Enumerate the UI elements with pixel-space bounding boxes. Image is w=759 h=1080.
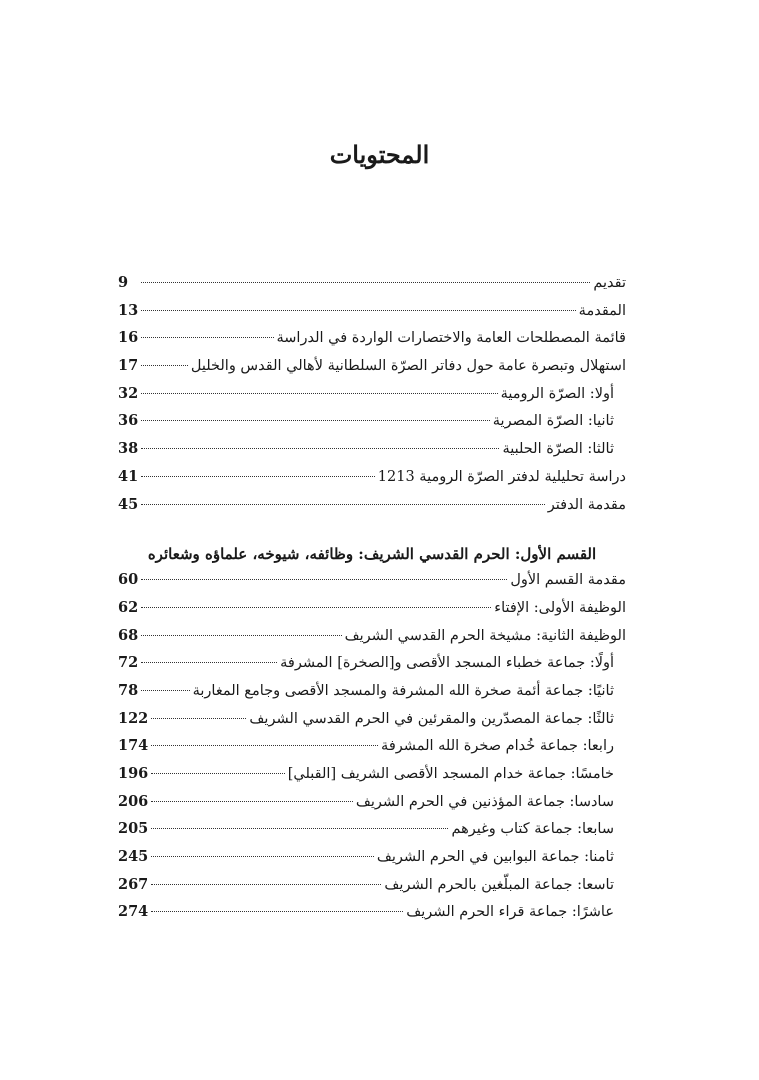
toc-entry bbox=[118, 571, 626, 599]
toc-entry-page-number: 68 bbox=[118, 626, 139, 644]
dot-leader bbox=[141, 310, 575, 311]
toc-entry-page-number: 9 bbox=[118, 274, 129, 291]
toc-entry bbox=[118, 302, 626, 330]
dot-leader bbox=[151, 856, 374, 857]
toc-entry-label: أولًا: جماعة خطباء المسجد الأقصى و[الصخرة] المشرفة bbox=[280, 655, 614, 672]
toc-entry-page-number: 274 bbox=[118, 903, 149, 921]
toc-entry-page-number: 62 bbox=[118, 598, 139, 616]
dot-leader bbox=[151, 718, 246, 719]
toc-entry bbox=[118, 599, 626, 627]
dot-leader bbox=[141, 393, 497, 394]
dot-leader bbox=[141, 579, 507, 580]
dot-leader bbox=[141, 420, 490, 421]
toc-entry bbox=[118, 737, 626, 765]
toc-entry-page-number: 174 bbox=[118, 737, 149, 755]
dot-leader bbox=[151, 884, 381, 885]
toc-entry-label: الوظيفة الثانية: مشيخة الحرم القدسي الشريف bbox=[344, 627, 626, 644]
toc-entry bbox=[118, 820, 626, 848]
dot-leader bbox=[141, 448, 499, 449]
toc-entry-page-number: 196 bbox=[118, 765, 149, 782]
dot-leader bbox=[151, 773, 284, 774]
toc-entry-label: قائمة المصطلحات العامة والاختصارات الواردة في الدراسة bbox=[276, 330, 626, 347]
toc-entry-label: ثامنا: جماعة البوابين في الحرم الشريف bbox=[376, 849, 614, 866]
dot-leader bbox=[151, 745, 378, 746]
page-title: المحتويات bbox=[329, 140, 430, 169]
toc-entry bbox=[118, 440, 626, 468]
toc-entry-label: مقدمة الدفتر bbox=[547, 496, 626, 513]
toc-entry-label: ثالثا: الصرّة الحلبية bbox=[502, 441, 614, 458]
dot-leader bbox=[141, 504, 545, 505]
toc-entry bbox=[118, 848, 626, 876]
toc-entry bbox=[118, 329, 626, 357]
toc-entry-label: ثالثًا: جماعة المصدّرين والمقرئين في الحرم القدسي الشريف bbox=[249, 710, 614, 727]
toc-entry-page-number: 122 bbox=[118, 709, 149, 727]
toc-entry bbox=[118, 682, 626, 710]
dot-leader bbox=[151, 828, 448, 829]
toc-entry-page-number: 17 bbox=[118, 357, 139, 375]
dot-leader bbox=[141, 365, 188, 366]
dot-leader bbox=[141, 635, 341, 636]
toc-entry-label: عاشرًا: جماعة قراء الحرم الشريف bbox=[406, 904, 614, 921]
toc-entry-page-number: 41 bbox=[118, 467, 139, 485]
toc-entry bbox=[118, 654, 626, 682]
dot-leader bbox=[141, 690, 189, 691]
toc-entry-label: استهلال وتبصرة عامة حول دفاتر الصرّة السلطانية لأهالي القدس والخليل bbox=[190, 358, 626, 375]
toc-entry-label: مقدمة القسم الأول bbox=[510, 572, 626, 589]
toc-entry bbox=[118, 357, 626, 385]
toc-entry-label: ثانيًا: جماعة أئمة صخرة الله المشرفة والمسجد الأقصى وجامع المغاربة bbox=[192, 682, 614, 699]
toc-entry-page-number: 32 bbox=[118, 384, 139, 402]
toc-entry bbox=[118, 903, 626, 931]
front-matter-list bbox=[118, 274, 626, 523]
toc-entry-label: تقديم bbox=[593, 275, 626, 291]
dot-leader bbox=[151, 801, 353, 802]
toc-entry bbox=[118, 496, 626, 524]
toc-entry-label: ثانيا: الصرّة المصرية bbox=[492, 413, 614, 430]
dot-leader bbox=[151, 911, 403, 912]
toc-entry bbox=[118, 876, 626, 904]
toc-entry-page-number: 38 bbox=[118, 440, 139, 458]
dot-leader bbox=[141, 476, 375, 477]
toc-entry-page-number: 45 bbox=[118, 495, 139, 513]
toc-entry-page-number: 60 bbox=[118, 571, 139, 589]
toc-entry bbox=[118, 468, 626, 496]
dot-leader bbox=[141, 662, 277, 663]
table-of-contents bbox=[118, 274, 626, 931]
toc-entry-label: دراسة تحليلية لدفتر الصرّة الرومية 1213 bbox=[377, 468, 626, 485]
toc-entry-page-number: 13 bbox=[118, 301, 139, 319]
toc-entry-label: رابعا: جماعة خُدام صخرة الله المشرفة bbox=[381, 738, 614, 755]
toc-entry-page-number: 205 bbox=[118, 820, 149, 838]
dot-leader bbox=[141, 337, 273, 338]
toc-entry-page-number: 72 bbox=[118, 654, 139, 672]
toc-entry-label: المقدمة bbox=[578, 302, 626, 319]
toc-entry bbox=[118, 765, 626, 793]
toc-entry-page-number: 267 bbox=[118, 875, 149, 893]
toc-entry bbox=[118, 627, 626, 655]
toc-entry bbox=[118, 793, 626, 821]
toc-entry-label: تاسعا: جماعة المبلّغين بالحرم الشريف bbox=[384, 876, 614, 893]
toc-entry bbox=[118, 274, 626, 302]
toc-entry-page-number: 245 bbox=[118, 848, 149, 866]
toc-entry-page-number: 78 bbox=[118, 681, 139, 699]
toc-entry-page-number: 16 bbox=[118, 329, 139, 347]
toc-entry-page-number: 206 bbox=[118, 792, 149, 810]
section-entry-list bbox=[118, 571, 626, 931]
toc-entry bbox=[118, 385, 626, 413]
toc-entry-label: سادسا: جماعة المؤذنين في الحرم الشريف bbox=[355, 793, 614, 810]
toc-entry-label: سابعا: جماعة كتاب وغيرهم bbox=[451, 821, 614, 838]
toc-entry-label: الوظيفة الأولى: الإفتاء bbox=[494, 599, 626, 616]
toc-entry bbox=[118, 710, 626, 738]
toc-entry-page-number: 36 bbox=[118, 412, 139, 430]
dot-leader bbox=[141, 282, 590, 283]
dot-leader bbox=[141, 607, 491, 608]
toc-entry-label: خامسًا: جماعة خدام المسجد الأقصى الشريف [القبلي] bbox=[287, 766, 614, 782]
toc-entry bbox=[118, 412, 626, 440]
toc-entry-label: أولا: الصرّة الرومية bbox=[500, 385, 614, 402]
section-heading: القسم الأول: الحرم القدسي الشريف: وظائفه، شيوخه، علماؤه وشعائره bbox=[147, 545, 597, 564]
